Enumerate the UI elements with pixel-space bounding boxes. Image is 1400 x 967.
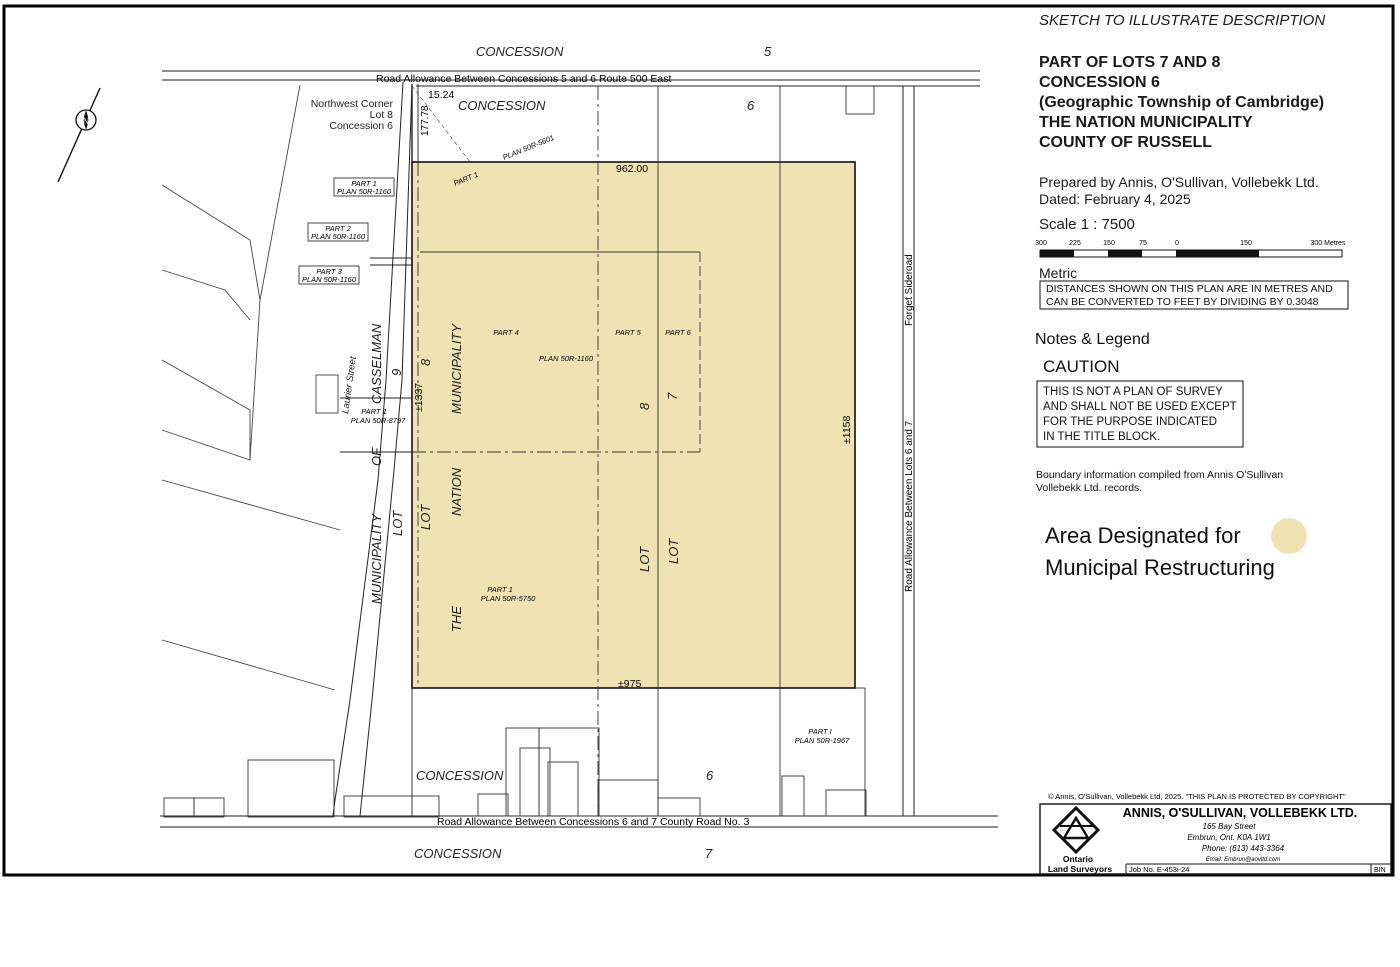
lot-7-label: LOT xyxy=(666,538,681,564)
bin-label: BIN xyxy=(1374,867,1386,874)
dim-1337: ±1337 xyxy=(413,382,425,412)
scale-tick-300-right: 300 Metres xyxy=(1310,240,1346,247)
dated: Dated: February 4, 2025 xyxy=(1039,191,1191,207)
prepared-by: Prepared by Annis, O'Sullivan, Vollebekk Ltd. xyxy=(1039,174,1319,190)
nw-corner-line-3: Concession 6 xyxy=(329,120,393,132)
the-label: THE xyxy=(449,606,464,632)
part1-1967-line1: PART I xyxy=(808,727,832,736)
restructuring-area xyxy=(412,162,855,688)
part1-8797-line1: PART 1 xyxy=(361,407,387,416)
title-line-4: THE NATION MUNICIPALITY xyxy=(1039,114,1253,131)
north-arrow-icon xyxy=(58,88,100,182)
dim-177-78: 177.78 xyxy=(420,105,431,136)
logo-text-ontario: Ontario xyxy=(1062,854,1094,864)
scale-tick-150-right: 150 xyxy=(1240,240,1252,247)
forget-sideroad-label: Forget Sideroad xyxy=(904,254,915,326)
scale-bar xyxy=(1040,250,1342,257)
caution-line-2: AND SHALL NOT BE USED EXCEPT xyxy=(1043,401,1237,413)
plan-50r-1160-label: PLAN 50R-1160 xyxy=(538,354,594,363)
concession-6-top-label: CONCESSION xyxy=(458,98,546,113)
metric-note-line-1: DISTANCES SHOWN ON THIS PLAN ARE IN METRES AND xyxy=(1046,283,1333,295)
title-lines xyxy=(1039,53,1324,153)
dim-962: 962.00 xyxy=(616,163,649,175)
concession-6-bottom-label: CONCESSION xyxy=(416,768,504,783)
boundary-info-line-1: Boundary information compiled from Annis O'Sullivan xyxy=(1036,469,1284,481)
scale-tick-0: 0 xyxy=(1175,240,1179,247)
sketch-heading: SKETCH TO ILLUSTRATE DESCRIPTION xyxy=(1039,12,1326,29)
part1-8797-line2: PLAN 50R-8797 xyxy=(350,416,406,425)
scale-tick-150: 150 xyxy=(1103,240,1115,247)
part1-5750-line1: PART 1 xyxy=(487,585,513,594)
boundary-info xyxy=(1036,469,1283,495)
concession-5-number: 5 xyxy=(764,44,772,59)
job-number: Job No. E-453i-24 xyxy=(1129,865,1190,874)
concession-7-label: CONCESSION xyxy=(414,846,502,861)
lot-mid-label: LOT xyxy=(418,504,433,530)
north-arrow-letter: N xyxy=(82,116,90,126)
boundary-info-line-2: Vollebekk Ltd. records. xyxy=(1036,482,1143,494)
notes-legend-heading: Notes & Legend xyxy=(1035,331,1150,348)
firm-phone: Phone: (613) 443-3364 xyxy=(1201,844,1285,853)
road-top-label: Road Allowance Between Concessions 5 and 6 Route 500 East xyxy=(376,73,672,85)
caution-line-1: THIS IS NOT A PLAN OF SURVEY xyxy=(1043,386,1223,398)
part1-1160-line2: PLAN 50R-1160 xyxy=(336,187,392,196)
caution-text xyxy=(1043,385,1237,445)
nw-corner-line-1: Northwest Corner xyxy=(310,98,393,110)
legend-label xyxy=(1045,520,1275,584)
firm-email: Email: Embrun@aovltd.com xyxy=(1205,857,1281,863)
legend-label-line-1: Area Designated for xyxy=(1045,523,1241,548)
part4-label: PART 4 xyxy=(493,328,519,337)
municipality-mid-label: MUNICIPALITY xyxy=(449,323,464,414)
title-line-1: PART OF LOTS 7 AND 8 xyxy=(1039,54,1221,71)
ontario-land-surveyors-logo-icon xyxy=(1054,808,1098,852)
lot-8-label: LOT xyxy=(637,546,652,572)
legend-label-line-2: Municipal Restructuring xyxy=(1045,555,1275,580)
lot-8-mid-number: 8 xyxy=(637,402,652,410)
metric-note xyxy=(1046,283,1333,309)
lot-7-number: 7 xyxy=(665,392,680,400)
concession-7-number: 7 xyxy=(705,846,713,861)
nation-label: NATION xyxy=(449,467,464,516)
concession-6-bottom-number: 6 xyxy=(706,768,714,783)
caution-line-3: FOR THE PURPOSE INDICATED xyxy=(1043,416,1218,428)
title-line-2: CONCESSION 6 xyxy=(1039,74,1160,91)
scale-label: Scale 1 : 7500 xyxy=(1039,216,1135,233)
nw-corner-line-2: Lot 8 xyxy=(369,109,393,121)
plan-50r-5601-label: PLAN 50R-5601 xyxy=(501,133,556,162)
metric-note-line-2: CAN BE CONVERTED TO FEET BY DIVIDING BY 0.3048 xyxy=(1046,296,1319,308)
firm-name: ANNIS, O'SULLIVAN, VOLLEBEKK LTD. xyxy=(1122,806,1358,820)
scale-tick-300: 300 xyxy=(1035,240,1047,247)
part1-1160-line1: PART 1 xyxy=(351,179,377,188)
lot-left-label: LOT xyxy=(390,510,405,536)
part5-label: PART 5 xyxy=(615,328,641,337)
legend-swatch-icon xyxy=(1271,518,1307,554)
part6-label: PART 6 xyxy=(665,328,691,337)
road-right-label: Road Allowance Between Lots 6 and 7 xyxy=(904,420,915,592)
dim-975: ±975 xyxy=(618,678,642,690)
scale-tick-225: 225 xyxy=(1069,240,1081,247)
road-bottom-label: Road Allowance Between Concessions 6 and 7 County Road No. 3 xyxy=(437,816,750,828)
lot-9-number: 9 xyxy=(389,368,404,376)
part3-1160-line1: PART 3 xyxy=(316,267,342,276)
part3-1160-line2: PLAN 50R-1160 xyxy=(301,275,357,284)
laurier-street-label: Laurier Street xyxy=(340,355,359,415)
part1-5750-line2: PLAN 50R-5750 xyxy=(480,594,536,603)
firm-address-line-2: Embrun, Ont. K0A 1W1 xyxy=(1187,833,1271,842)
part2-1160-line2: PLAN 50R-1160 xyxy=(310,232,366,241)
concession-6-top-number: 6 xyxy=(747,98,755,113)
metric-heading: Metric xyxy=(1039,265,1078,281)
scale-tick-75: 75 xyxy=(1139,240,1147,247)
casselman-label: CASSELMAN xyxy=(369,323,384,404)
dim-1158: ±1158 xyxy=(841,415,853,444)
caution-line-4: IN THE TITLE BLOCK. xyxy=(1043,431,1161,443)
part1-1967-line2: PLAN 50R-1967 xyxy=(794,736,850,745)
firm-address-line-1: 165 Bay Street xyxy=(1202,822,1256,831)
copyright-notice: © Annis, O'Sullivan, Vollebekk Ltd, 2025. "THIS PLAN IS PROTECTED BY COPYRIGHT" xyxy=(1048,792,1346,801)
of-label: OF xyxy=(369,447,384,466)
title-line-5: COUNTY OF RUSSELL xyxy=(1039,134,1213,151)
concession-5-label: CONCESSION xyxy=(476,44,564,59)
title-line-3: (Geographic Township of Cambridge) xyxy=(1039,94,1325,111)
dim-15-24: 15.24 xyxy=(428,89,455,101)
part1-top-label: PART 1 xyxy=(452,169,480,188)
lot-8-left-number: 8 xyxy=(418,358,433,366)
caution-heading: CAUTION xyxy=(1043,357,1120,376)
logo-text-land-surveyors: Land Surveyors xyxy=(1047,864,1113,874)
part2-1160-line1: PART 2 xyxy=(325,224,351,233)
municipality-left-label: MUNICIPALITY xyxy=(369,513,384,604)
